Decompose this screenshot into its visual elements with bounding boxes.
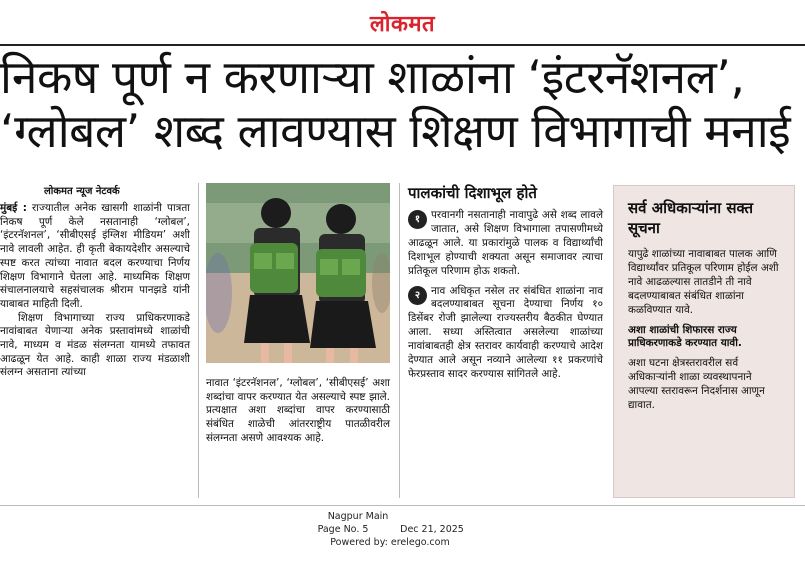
column-divider: [399, 183, 400, 498]
issue-date: Dec 21, 2025: [400, 524, 464, 535]
powered-by-link[interactable]: Powered by: erelego.com: [330, 537, 450, 548]
subheading-parents-misled: पालकांची दिशाभूल होते: [408, 184, 537, 202]
point-number-badge: २: [408, 286, 427, 305]
sidebar-paragraph-3: अशा घटना क्षेत्रस्तरावरील सर्व अधिकाऱ्यांनी शाळा व्यवस्थापनाने आपल्या स्तरावरून निदर्शनास आणून द्यावात.: [628, 357, 765, 412]
byline: लोकमत न्यूज नेटवर्क: [44, 186, 120, 197]
article-column-3: [408, 183, 603, 388]
headline-line-2: ‘ग्लोबल’ शब्द लावण्यास शिक्षण विभागाची मनाई: [0, 104, 791, 158]
article-paragraph-1: [0, 202, 190, 312]
point-1-text: परवानगी नसतानाही नावापुढे असे शब्द लावले जातात, असे शिक्षण विभागाला तपासणीमध्ये आढळून आले. या प्रकारांमुळे पालक व विद्यार्थ्यांची दिशाभूल होण्याची शक्यता असून समाजावर त्याचा प्रतिकूल परिणाम होऊ शकतो.: [408, 209, 603, 277]
article-paragraph-2: शिक्षण विभागाच्या राज्य प्राधिकरणाकडे नावांबाबत येणाऱ्या अनेक प्रस्तावांमध्ये शाळांची नावे, माध्यम व मंडळ संलग्नता यामध्ये तफावत आढळून येत आहे. काही शाळा राज्य मंडळाशी संलग्न असताना त्यांच्या: [0, 311, 190, 379]
masthead-rule: [0, 44, 805, 46]
sidebar-paragraph-1: यापुढे शाळांच्या नावाबाबत पालक आणि विद्यार्थ्यांवर प्रतिकूल परिणाम होईल अशी नावे आढळल्यास तातडीने ती नावे बदलण्याबाबत संबंधित शाळांना कळविण्यात यावे.: [628, 248, 779, 316]
headline: [0, 50, 805, 158]
article-column-2: नावात ‘इंटरनॅशनल’, ‘ग्लोबल’, ‘सीबीएसई’ अशा शब्दांचा वापर करण्यात येत असल्याचे स्पष्ट झाले. प्रत्यक्षात अशा शब्दांचा वापर करण्यासाठी संबंधित शाळेची आंतरराष्ट्रीय पातळीवरील संलग्नता असणे आवश्यक आहे.: [206, 377, 390, 444]
page-number: Page No. 5: [317, 524, 369, 535]
sidebar-box: [613, 185, 795, 498]
paragraph-1-text: राज्यातील अनेक खासगी शाळांनी पात्रता निकष पूर्ण केले नसतानाही ‘ग्लोबल’, ‘इंटरनॅशनल’, ‘सीबीएसई इंग्लिश मीडियम’ अशी नावे लावली आहेत. ही कृती बेकायदेशीर असल्याचे स्पष्ट करत त्यांच्या नावात बदल करण्याचा निर्णय शिक्षण विभागाने घेतला आहे. माध्यमिक शिक्षण संचालनालयाचे सहसंचालक श्रीराम पानझडे यांनी याबाबत माहिती दिली.: [0, 202, 190, 310]
point-2-text: नाव अधिकृत नसेल तर संबंधित शाळांना नाव बदलण्याबाबत सूचना देण्याचा निर्णय १० डिसेंबर रोजी झालेल्या राज्यस्तरीय बैठकीत घेण्यात आला. सध्या अस्तित्वात असलेल्या शाळांच्या नावांबाबतही क्षेत्र स्तरावर कार्यवाही करण्याचे आदेश देण्यात आले असून नव्याने आलेल्या ११ प्रकरणांचे फेरप्रस्ताव सादर करण्यास सांगितले आहे.: [408, 284, 603, 380]
headline-line-1: निकष पूर्ण न करणाऱ्या शाळांना ‘इंटरनॅशनल’,: [0, 50, 745, 104]
article-column-1: [0, 202, 190, 380]
edition-label: Nagpur Main: [327, 511, 389, 522]
numbered-point-1: [408, 209, 603, 279]
sidebar-paragraph-2: अशा शाळांची शिफारस राज्य प्राधिकरणाकडे करण्यात यावी.: [628, 323, 742, 350]
numbered-point-2: [408, 285, 603, 382]
photo-illustration: [206, 183, 390, 363]
dateline: मुंबई :: [0, 202, 27, 214]
column-divider: [198, 183, 199, 498]
page-footer: [0, 505, 805, 566]
sidebar-heading: सर्व अधिकाऱ्यांना सक्त सूचना: [628, 199, 754, 237]
point-number-badge: १: [408, 210, 427, 229]
schoolgirls-photo: [206, 183, 390, 363]
masthead: [0, 0, 805, 46]
lokmat-logo[interactable]: लोकमत: [369, 12, 436, 37]
